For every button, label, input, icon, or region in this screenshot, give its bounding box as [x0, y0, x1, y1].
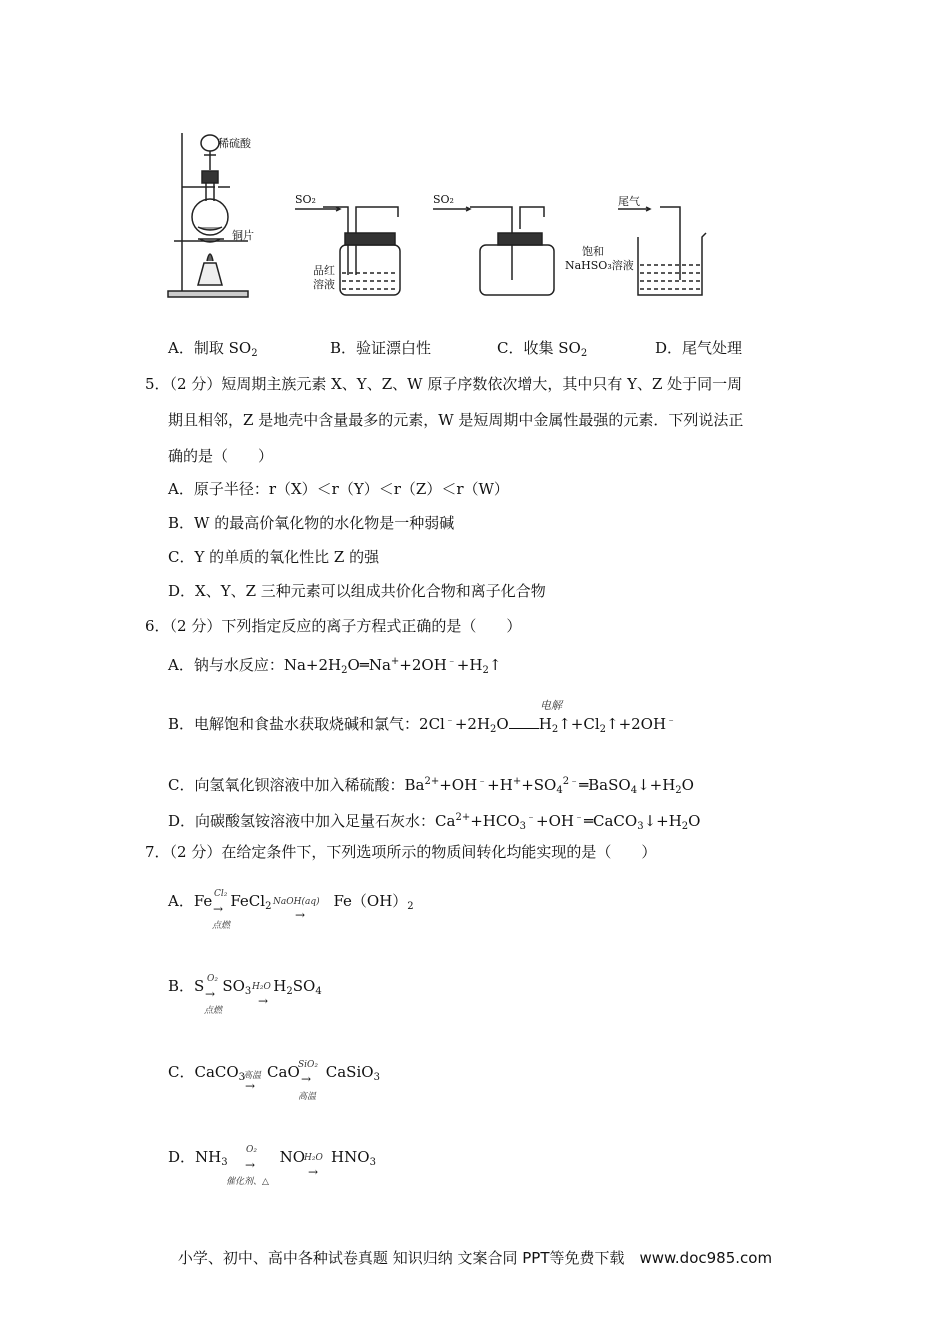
apparatus-a-generator [168, 133, 248, 297]
q7-d-condition-1: 催化剂、△ [226, 1177, 269, 1187]
q7-c-arrow-1: → [245, 1079, 256, 1093]
q6-b-electrolysis-condition: 电解 [540, 699, 562, 712]
q7-b-reagent-2: H₂O [252, 982, 271, 992]
q7-a-arrow-1: → [213, 902, 224, 916]
q7-d-reagent-1: O₂ [246, 1145, 257, 1155]
label-d-solution-2: NaHSO₃溶液 [565, 259, 634, 272]
q5-option-c: C．Y 的单质的氧化性比 Z 的强 [168, 548, 380, 566]
q6-option-c: C．向氢氧化钡溶液中加入稀硫酸：$Ba^{2+}+OH^﹣+H^++SO_4^{2﹣}═BaSO_4↓+H_2O$ [168, 776, 694, 796]
label-d-gas: 尾气 [618, 195, 640, 208]
q5-option-b: B．W 的最高价氧化物的水化物是一种弱碱 [168, 514, 455, 532]
q7-a-reagent-1: Cl₂ [214, 889, 228, 899]
q6-option-b: B．电解饱和食盐水获取烧碱和氯气：$2Cl^﹣+2H_2O$ $H_2↑+Cl_2↑+2OH^﹣$ [168, 715, 677, 735]
q5-option-d: D．X、Y、Z 三种元素可以组成共价化合物和离子化合物 [168, 582, 546, 600]
q7-option-a: A．Fe FeCl$_2$ $Fe(OH)_2$ [168, 892, 414, 912]
q7-b-arrow-1: → [205, 987, 216, 1001]
q7-d-arrow-1: → [245, 1158, 256, 1172]
q5-stem-line-3: 确的是（ ） [168, 447, 274, 465]
q6-stem: 6．（2 分）下列指定反应的离子方程式正确的是（ ） [145, 617, 522, 635]
label-c-gas: SO₂ [433, 193, 454, 206]
label-dilute-sulfuric-acid: 稀硫酸 [218, 137, 251, 150]
apparatus-c-collect-bottle [433, 207, 554, 295]
page-footer: 小学、初中、高中各种试卷真题 知识归纳 文案合同 PPT等免费下载 www.doc985.com [177, 1249, 773, 1267]
q7-d-arrow-2: → [308, 1165, 319, 1179]
q7-c-reagent-2: SiO₂ [298, 1060, 319, 1070]
q7-a-condition-1: 点燃 [212, 921, 231, 931]
q7-b-arrow-2: → [258, 994, 269, 1008]
q5-stem-line-1: 5．（2 分）短周期主族元素 X、Y、Z、W 原子序数依次增大，其中只有 Y、Z 处于同一周 [145, 375, 743, 393]
apparatus-b-test-bottle [295, 207, 400, 295]
q7-option-d: D．$NH_3$ NO $HNO_3$ [168, 1148, 376, 1168]
q7-c-condition-2: 高温 [298, 1092, 317, 1102]
q7-d-reagent-2: H₂O [304, 1153, 323, 1163]
q5-stem-line-2: 期且相邻，Z 是地壳中含量最多的元素，W 是短周期中金属性最强的元素．下列说法正 [168, 411, 744, 429]
caption-c: C．收集 $SO_2$ [497, 339, 588, 359]
q6-option-d: D．向碳酸氢铵溶液中加入足量石灰水：$Ca^{2+}+HCO_3^﹣+OH^﹣═CaCO_3↓+H_2O$ [168, 812, 701, 832]
q5-option-a: A．原子半径：r（X）＜r（Y）＜r（Z）＜r（W） [168, 480, 509, 498]
apparatus-d-tail-gas-beaker [618, 207, 706, 295]
caption-a: A．制取 $SO_2$ [168, 339, 258, 359]
q7-c-condition-1: 高温 [243, 1071, 262, 1081]
q7-b-condition-1: 点燃 [204, 1006, 223, 1016]
q7-a-arrow-2: → [295, 908, 306, 922]
q7-stem: 7．（2 分）在给定条件下，下列选项所示的物质间转化均能实现的是（ ） [145, 843, 657, 861]
caption-d: D．尾气处理 [655, 339, 743, 357]
label-d-solution-1: 饱和 [582, 245, 604, 258]
q7-a-reagent-2: NaOH(aq) [273, 897, 320, 907]
label-b-solution-2: 溶液 [313, 278, 335, 291]
q6-option-a: A．钠与水反应：$Na+2H_2O═Na^++2OH^﹣+H_2↑$ [168, 656, 502, 676]
q7-option-b: B．S $SO_3$ $H_2SO_4$ [168, 977, 322, 997]
caption-b: B．验证漂白性 [330, 339, 432, 357]
label-b-gas: SO₂ [295, 193, 316, 206]
apparatus-figure [160, 125, 720, 305]
q7-option-c: C．CaCO$_3$ CaO CaSiO$_3$ [168, 1063, 380, 1083]
q7-b-reagent-1: O₂ [207, 974, 218, 984]
label-copper-sheet: 铜片 [232, 229, 254, 242]
label-b-solution-1: 品红 [313, 264, 335, 277]
q7-c-arrow-2: → [301, 1072, 312, 1086]
